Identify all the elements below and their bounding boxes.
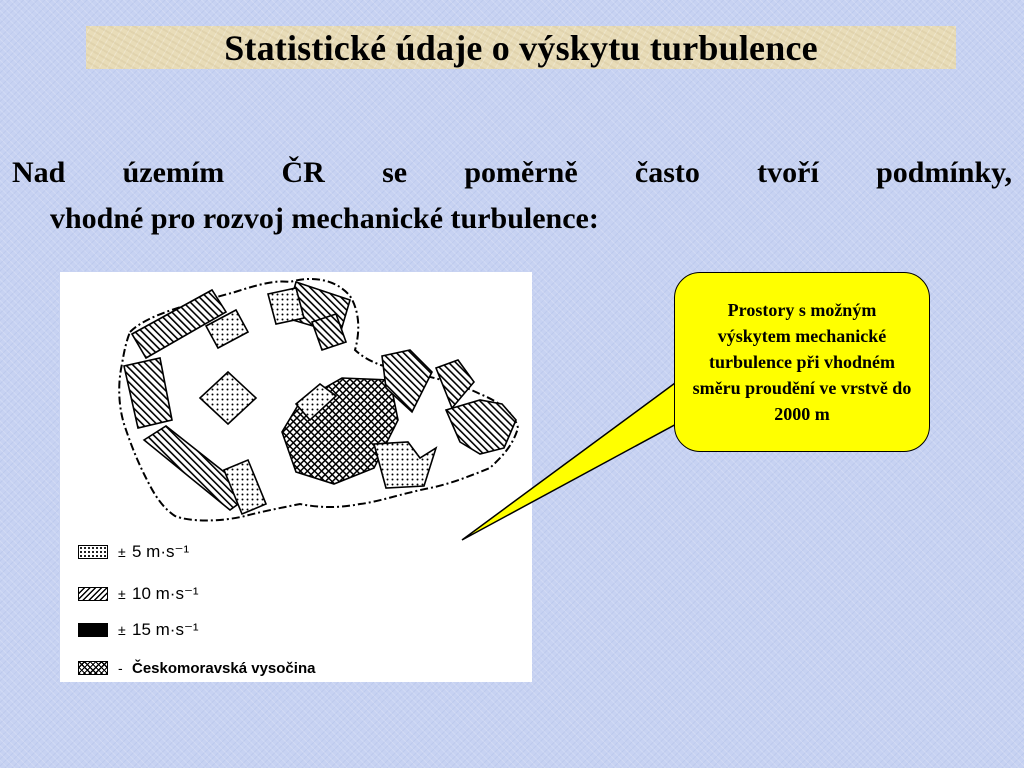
legend-item-10: ± 10 m·s⁻¹ <box>78 584 199 604</box>
body-line-1: Nad územím ČR se poměrně často tvoří podmínky, <box>12 156 1012 189</box>
slide-title: Statistické údaje o výskytu turbulence <box>224 27 818 68</box>
body-line-2: vhodné pro rozvoj mechanické turbulence: <box>50 202 599 235</box>
legend-item-5: ± 5 m·s⁻¹ <box>78 542 189 562</box>
legend-item-15: ± 15 m·s⁻¹ <box>78 620 199 640</box>
legend-item-vysocina: - Českomoravská vysočina <box>78 658 315 678</box>
callout-box <box>674 272 930 452</box>
callout-text: Prostory s možným výskytem mechanické turbulence při vhodném směru proudění ve vrstvě do 2000 m <box>692 300 912 424</box>
